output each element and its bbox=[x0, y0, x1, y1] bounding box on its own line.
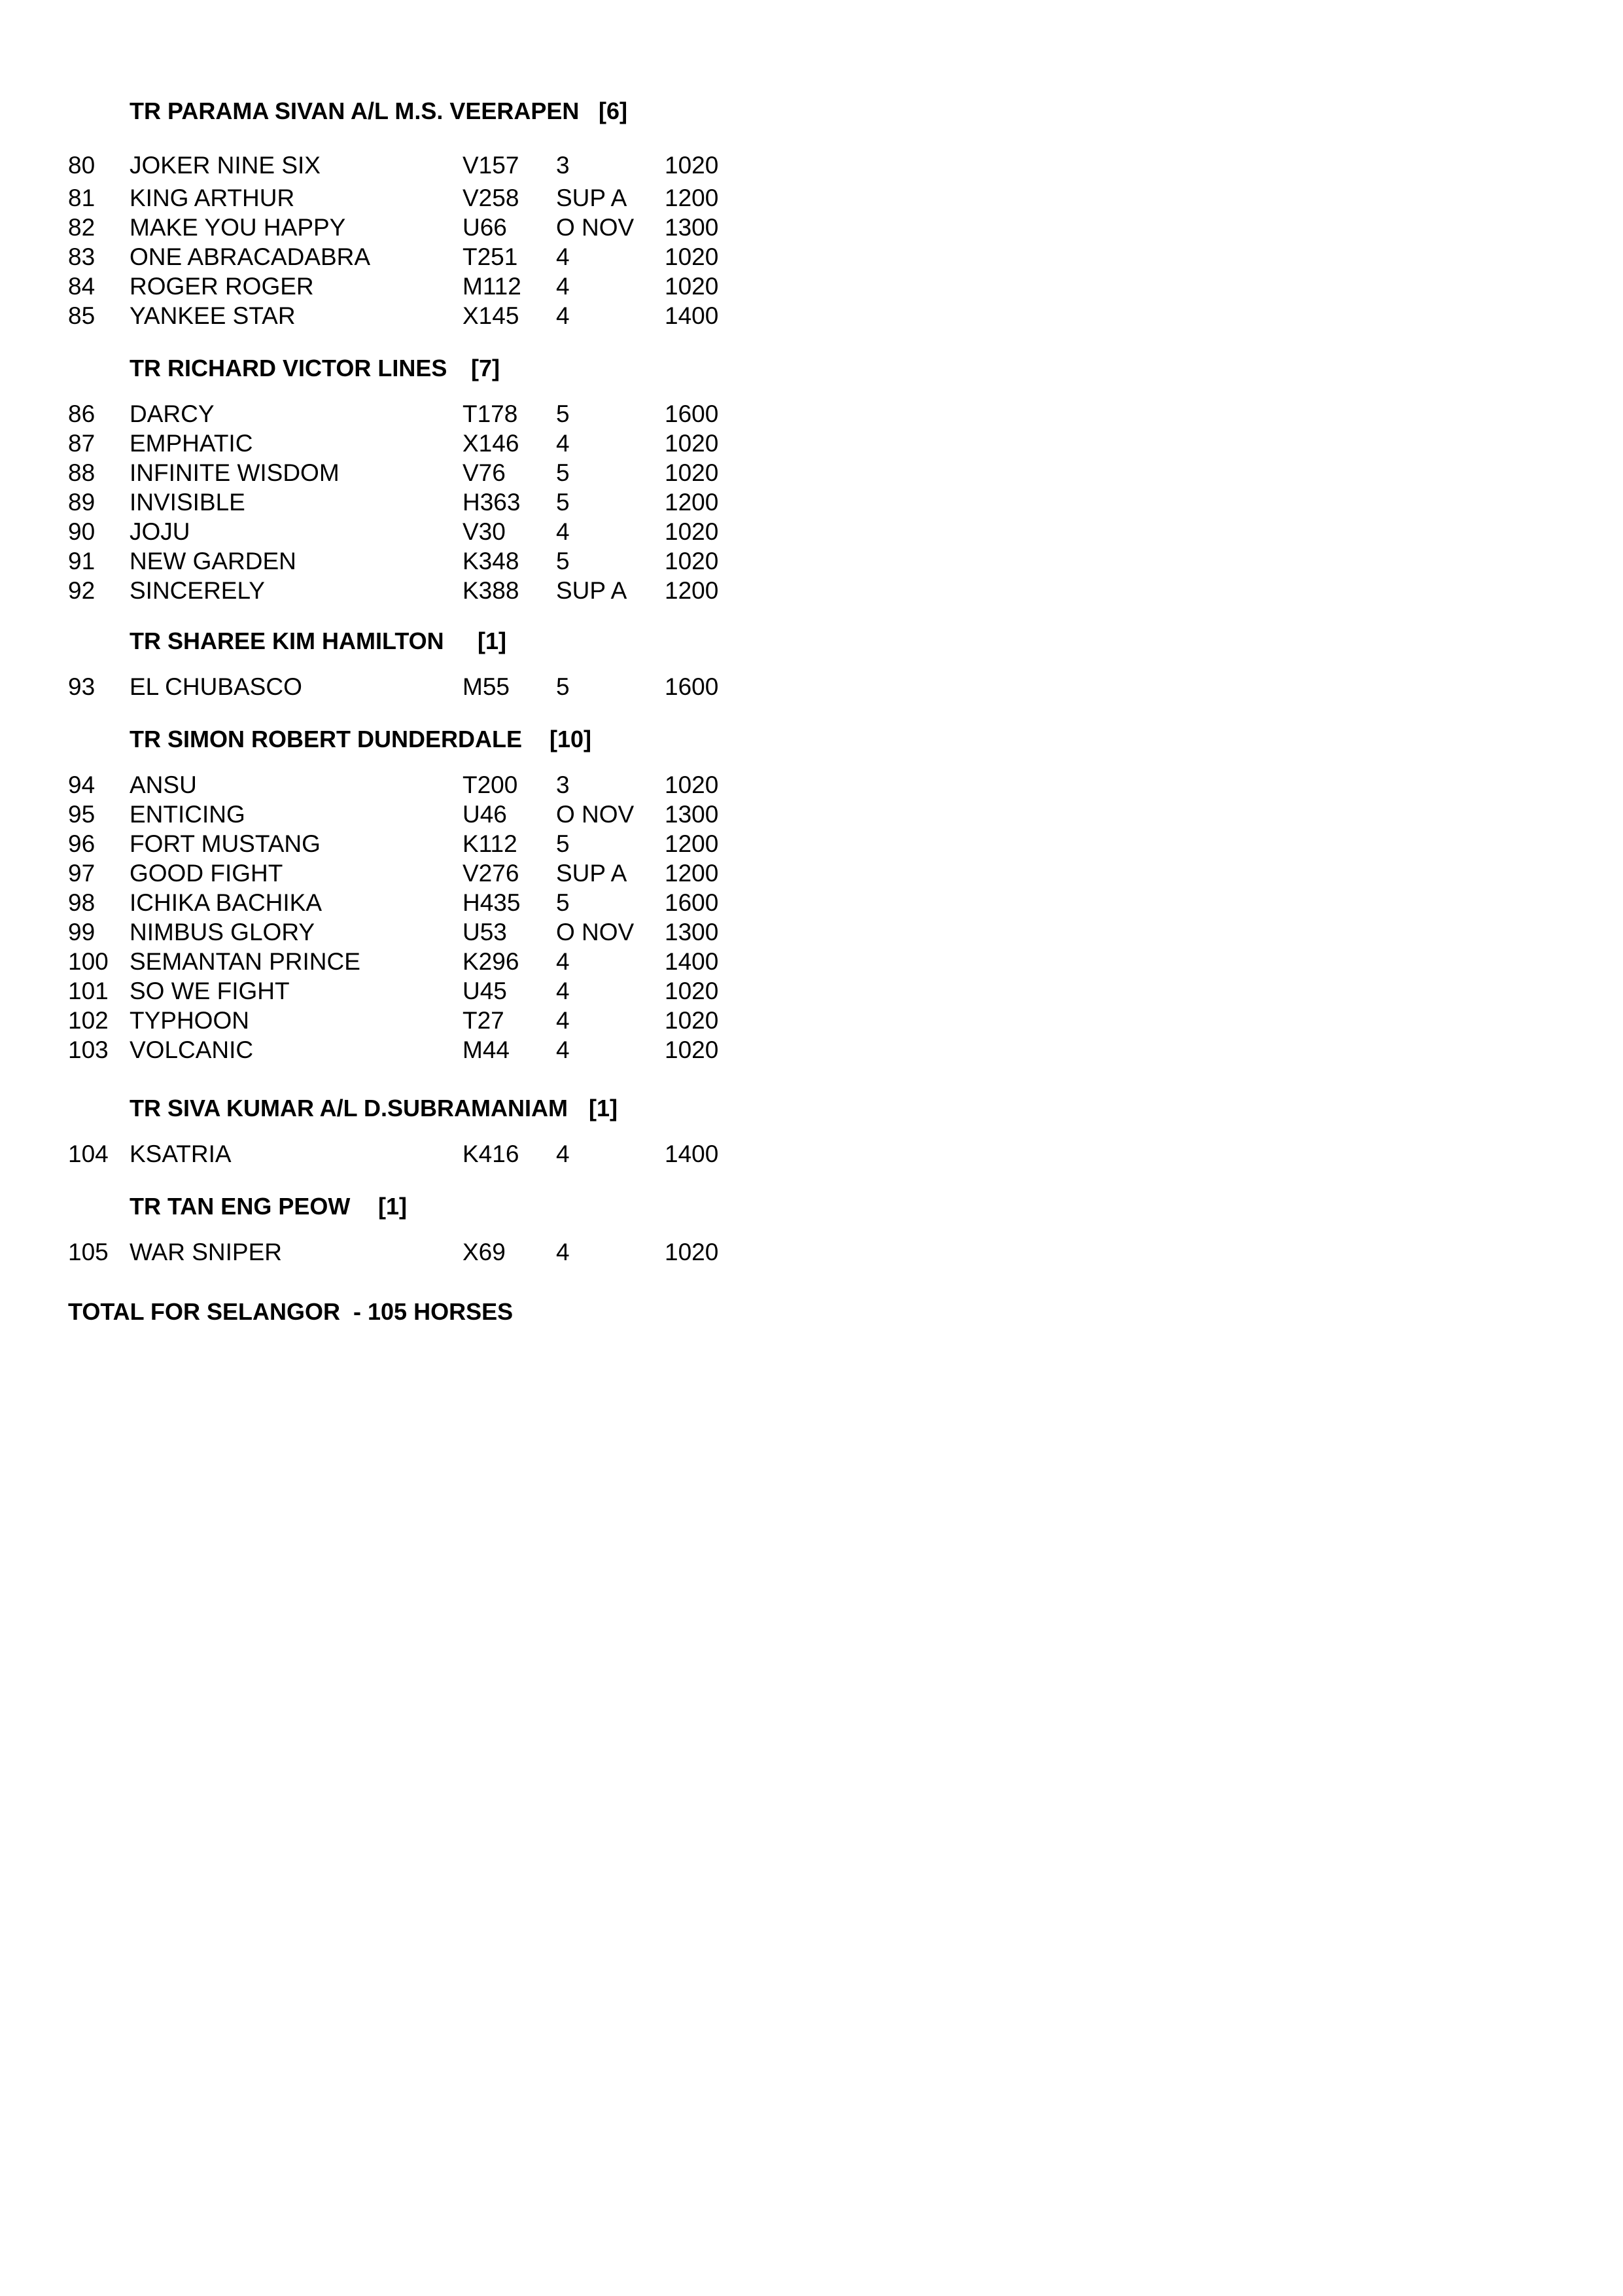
horse-distance: 1300 bbox=[665, 919, 719, 945]
horse-distance: 1200 bbox=[665, 577, 719, 604]
trainer-horse-count: [1] bbox=[478, 627, 506, 654]
horse-number: 102 bbox=[68, 1007, 109, 1034]
horse-code: K296 bbox=[462, 948, 519, 975]
horse-name: VOLCANIC bbox=[130, 1036, 254, 1063]
horse-name: INVISIBLE bbox=[130, 489, 245, 516]
horse-class: 4 bbox=[556, 273, 570, 300]
horse-distance: 1020 bbox=[665, 152, 719, 179]
horse-distance: 1200 bbox=[665, 830, 719, 857]
horse-code: T27 bbox=[462, 1007, 504, 1034]
horse-name: FORT MUSTANG bbox=[130, 830, 321, 857]
horse-row bbox=[0, 800, 785, 829]
horse-class: 4 bbox=[556, 1140, 570, 1167]
horse-class: SUP A bbox=[556, 860, 627, 887]
horse-class: 5 bbox=[556, 830, 570, 857]
horse-number: 85 bbox=[68, 302, 96, 329]
horse-row bbox=[0, 213, 785, 242]
horse-class: 5 bbox=[556, 889, 570, 916]
horse-number: 82 bbox=[68, 214, 96, 241]
trainer-horse-count: [10] bbox=[550, 726, 592, 752]
horse-class: 4 bbox=[556, 978, 570, 1004]
horse-row bbox=[0, 184, 785, 213]
horse-code: K388 bbox=[462, 577, 519, 604]
horse-number: 105 bbox=[68, 1239, 109, 1265]
trainer-horse-count: [1] bbox=[589, 1095, 618, 1122]
horse-name: KSATRIA bbox=[130, 1140, 232, 1167]
horse-class: SUP A bbox=[556, 185, 627, 211]
horse-row bbox=[0, 859, 785, 888]
horse-number: 91 bbox=[68, 548, 96, 574]
horse-row bbox=[0, 272, 785, 301]
trainer-horse-count: [6] bbox=[599, 97, 627, 124]
horse-distance: 1600 bbox=[665, 400, 719, 427]
horse-code: U45 bbox=[462, 978, 507, 1004]
horse-code: T178 bbox=[462, 400, 518, 427]
horse-name: SINCERELY bbox=[130, 577, 265, 604]
horse-row bbox=[0, 151, 785, 180]
horse-row bbox=[0, 771, 785, 800]
horse-class: O NOV bbox=[556, 919, 635, 945]
horse-class: 5 bbox=[556, 673, 570, 700]
horse-number: 80 bbox=[68, 152, 96, 179]
horse-name: ENTICING bbox=[130, 801, 245, 828]
horse-row bbox=[0, 1006, 785, 1035]
horse-number: 95 bbox=[68, 801, 96, 828]
horse-name: NEW GARDEN bbox=[130, 548, 296, 574]
horse-number: 86 bbox=[68, 400, 96, 427]
horse-name: GOOD FIGHT bbox=[130, 860, 283, 887]
trainer-name: TR SHAREE KIM HAMILTON bbox=[130, 627, 444, 654]
horse-distance: 1020 bbox=[665, 771, 719, 798]
horse-class: 3 bbox=[556, 152, 570, 179]
horse-code: T200 bbox=[462, 771, 518, 798]
horse-row bbox=[0, 918, 785, 947]
horse-distance: 1020 bbox=[665, 978, 719, 1004]
horse-class: 3 bbox=[556, 771, 570, 798]
horse-row bbox=[0, 830, 785, 858]
trainer-horse-count: [1] bbox=[378, 1193, 407, 1220]
horse-class: 4 bbox=[556, 518, 570, 545]
horse-class: 4 bbox=[556, 430, 570, 457]
horse-distance: 1020 bbox=[665, 1239, 719, 1265]
trainer-name: TR TAN ENG PEOW bbox=[130, 1193, 351, 1220]
horse-code: K112 bbox=[462, 830, 517, 857]
horse-distance: 1400 bbox=[665, 1140, 719, 1167]
horse-code: X145 bbox=[462, 302, 519, 329]
horse-name: JOKER NINE SIX bbox=[130, 152, 321, 179]
horse-number: 97 bbox=[68, 860, 96, 887]
trainer-name: TR PARAMA SIVAN A/L M.S. VEERAPEN bbox=[130, 97, 580, 124]
horse-distance: 1400 bbox=[665, 948, 719, 975]
horse-class: 4 bbox=[556, 1239, 570, 1265]
horse-code: H435 bbox=[462, 889, 521, 916]
horse-class: 5 bbox=[556, 489, 570, 516]
horse-code: U53 bbox=[462, 919, 507, 945]
horse-number: 92 bbox=[68, 577, 96, 604]
horse-name: JOJU bbox=[130, 518, 190, 545]
horse-code: M112 bbox=[462, 273, 521, 300]
horse-row bbox=[0, 459, 785, 487]
horse-number: 104 bbox=[68, 1140, 109, 1167]
horse-row bbox=[0, 302, 785, 330]
horse-code: V276 bbox=[462, 860, 519, 887]
horse-class: 5 bbox=[556, 548, 570, 574]
trainer-name: TR SIMON ROBERT DUNDERDALE bbox=[130, 726, 522, 752]
horse-name: EMPHATIC bbox=[130, 430, 253, 457]
horse-row bbox=[0, 400, 785, 429]
horse-name: INFINITE WISDOM bbox=[130, 459, 340, 486]
horse-number: 96 bbox=[68, 830, 96, 857]
horse-distance: 1600 bbox=[665, 889, 719, 916]
trainer-name: TR SIVA KUMAR A/L D.SUBRAMANIAM bbox=[130, 1095, 568, 1122]
horse-code: M55 bbox=[462, 673, 510, 700]
horse-number: 83 bbox=[68, 243, 96, 270]
horse-class: 5 bbox=[556, 400, 570, 427]
horse-name: EL CHUBASCO bbox=[130, 673, 302, 700]
horse-code: V258 bbox=[462, 185, 519, 211]
horse-number: 98 bbox=[68, 889, 96, 916]
horse-distance: 1020 bbox=[665, 430, 719, 457]
horse-name: ICHIKA BACHIKA bbox=[130, 889, 323, 916]
horse-row bbox=[0, 1140, 785, 1169]
total-horses-line: TOTAL FOR SELANGOR - 105 HORSES bbox=[68, 1298, 514, 1325]
horse-distance: 1600 bbox=[665, 673, 719, 700]
horse-row bbox=[0, 977, 785, 1006]
horse-name: ROGER ROGER bbox=[130, 273, 314, 300]
horse-class: 4 bbox=[556, 1036, 570, 1063]
horse-class: 4 bbox=[556, 948, 570, 975]
horse-distance: 1200 bbox=[665, 860, 719, 887]
horse-number: 103 bbox=[68, 1036, 109, 1063]
horse-distance: 1020 bbox=[665, 273, 719, 300]
horse-code: X69 bbox=[462, 1239, 506, 1265]
horse-name: ANSU bbox=[130, 771, 197, 798]
horse-row bbox=[0, 547, 785, 576]
horse-code: M44 bbox=[462, 1036, 510, 1063]
horse-distance: 1300 bbox=[665, 801, 719, 828]
horse-number: 87 bbox=[68, 430, 96, 457]
horse-class: 5 bbox=[556, 459, 570, 486]
horse-name: SO WE FIGHT bbox=[130, 978, 290, 1004]
horse-row bbox=[0, 488, 785, 517]
horse-distance: 1020 bbox=[665, 1007, 719, 1034]
horse-number: 99 bbox=[68, 919, 96, 945]
horse-name: WAR SNIPER bbox=[130, 1239, 282, 1265]
horse-class: 4 bbox=[556, 1007, 570, 1034]
horse-distance: 1400 bbox=[665, 302, 719, 329]
horse-code: K416 bbox=[462, 1140, 519, 1167]
horse-distance: 1020 bbox=[665, 1036, 719, 1063]
horse-distance: 1020 bbox=[665, 243, 719, 270]
horse-code: T251 bbox=[462, 243, 518, 270]
trainer-name: TR RICHARD VICTOR LINES bbox=[130, 355, 447, 381]
horse-number: 84 bbox=[68, 273, 96, 300]
horse-name: TYPHOON bbox=[130, 1007, 249, 1034]
horse-class: O NOV bbox=[556, 801, 635, 828]
horse-number: 81 bbox=[68, 185, 96, 211]
horse-row bbox=[0, 243, 785, 272]
horse-class: SUP A bbox=[556, 577, 627, 604]
horse-name: NIMBUS GLORY bbox=[130, 919, 315, 945]
horse-distance: 1020 bbox=[665, 459, 719, 486]
horse-name: YANKEE STAR bbox=[130, 302, 296, 329]
horse-distance: 1200 bbox=[665, 185, 719, 211]
horse-code: H363 bbox=[462, 489, 521, 516]
horse-number: 100 bbox=[68, 948, 109, 975]
horse-code: V157 bbox=[462, 152, 519, 179]
horse-distance: 1020 bbox=[665, 548, 719, 574]
horse-row bbox=[0, 576, 785, 605]
horse-row bbox=[0, 673, 785, 701]
horse-name: SEMANTAN PRINCE bbox=[130, 948, 360, 975]
horse-number: 90 bbox=[68, 518, 96, 545]
horse-name: DARCY bbox=[130, 400, 215, 427]
horse-number: 94 bbox=[68, 771, 96, 798]
horse-distance: 1200 bbox=[665, 489, 719, 516]
horse-code: U46 bbox=[462, 801, 507, 828]
horse-class: 4 bbox=[556, 302, 570, 329]
horse-row bbox=[0, 1036, 785, 1065]
horse-row bbox=[0, 518, 785, 546]
horse-row bbox=[0, 889, 785, 917]
horse-name: MAKE YOU HAPPY bbox=[130, 214, 346, 241]
horse-distance: 1300 bbox=[665, 214, 719, 241]
horse-name: KING ARTHUR bbox=[130, 185, 295, 211]
horse-number: 89 bbox=[68, 489, 96, 516]
horse-class: 4 bbox=[556, 243, 570, 270]
horse-row bbox=[0, 1238, 785, 1267]
horse-code: X146 bbox=[462, 430, 519, 457]
horse-code: V30 bbox=[462, 518, 506, 545]
horse-number: 101 bbox=[68, 978, 109, 1004]
horse-number: 93 bbox=[68, 673, 96, 700]
horse-number: 88 bbox=[68, 459, 96, 486]
horse-name: ONE ABRACADABRA bbox=[130, 243, 371, 270]
horse-row bbox=[0, 429, 785, 458]
horse-code: V76 bbox=[462, 459, 506, 486]
horse-code: K348 bbox=[462, 548, 519, 574]
horse-code: U66 bbox=[462, 214, 507, 241]
horse-row bbox=[0, 947, 785, 976]
horse-distance: 1020 bbox=[665, 518, 719, 545]
horse-class: O NOV bbox=[556, 214, 635, 241]
trainer-horse-count: [7] bbox=[471, 355, 500, 381]
